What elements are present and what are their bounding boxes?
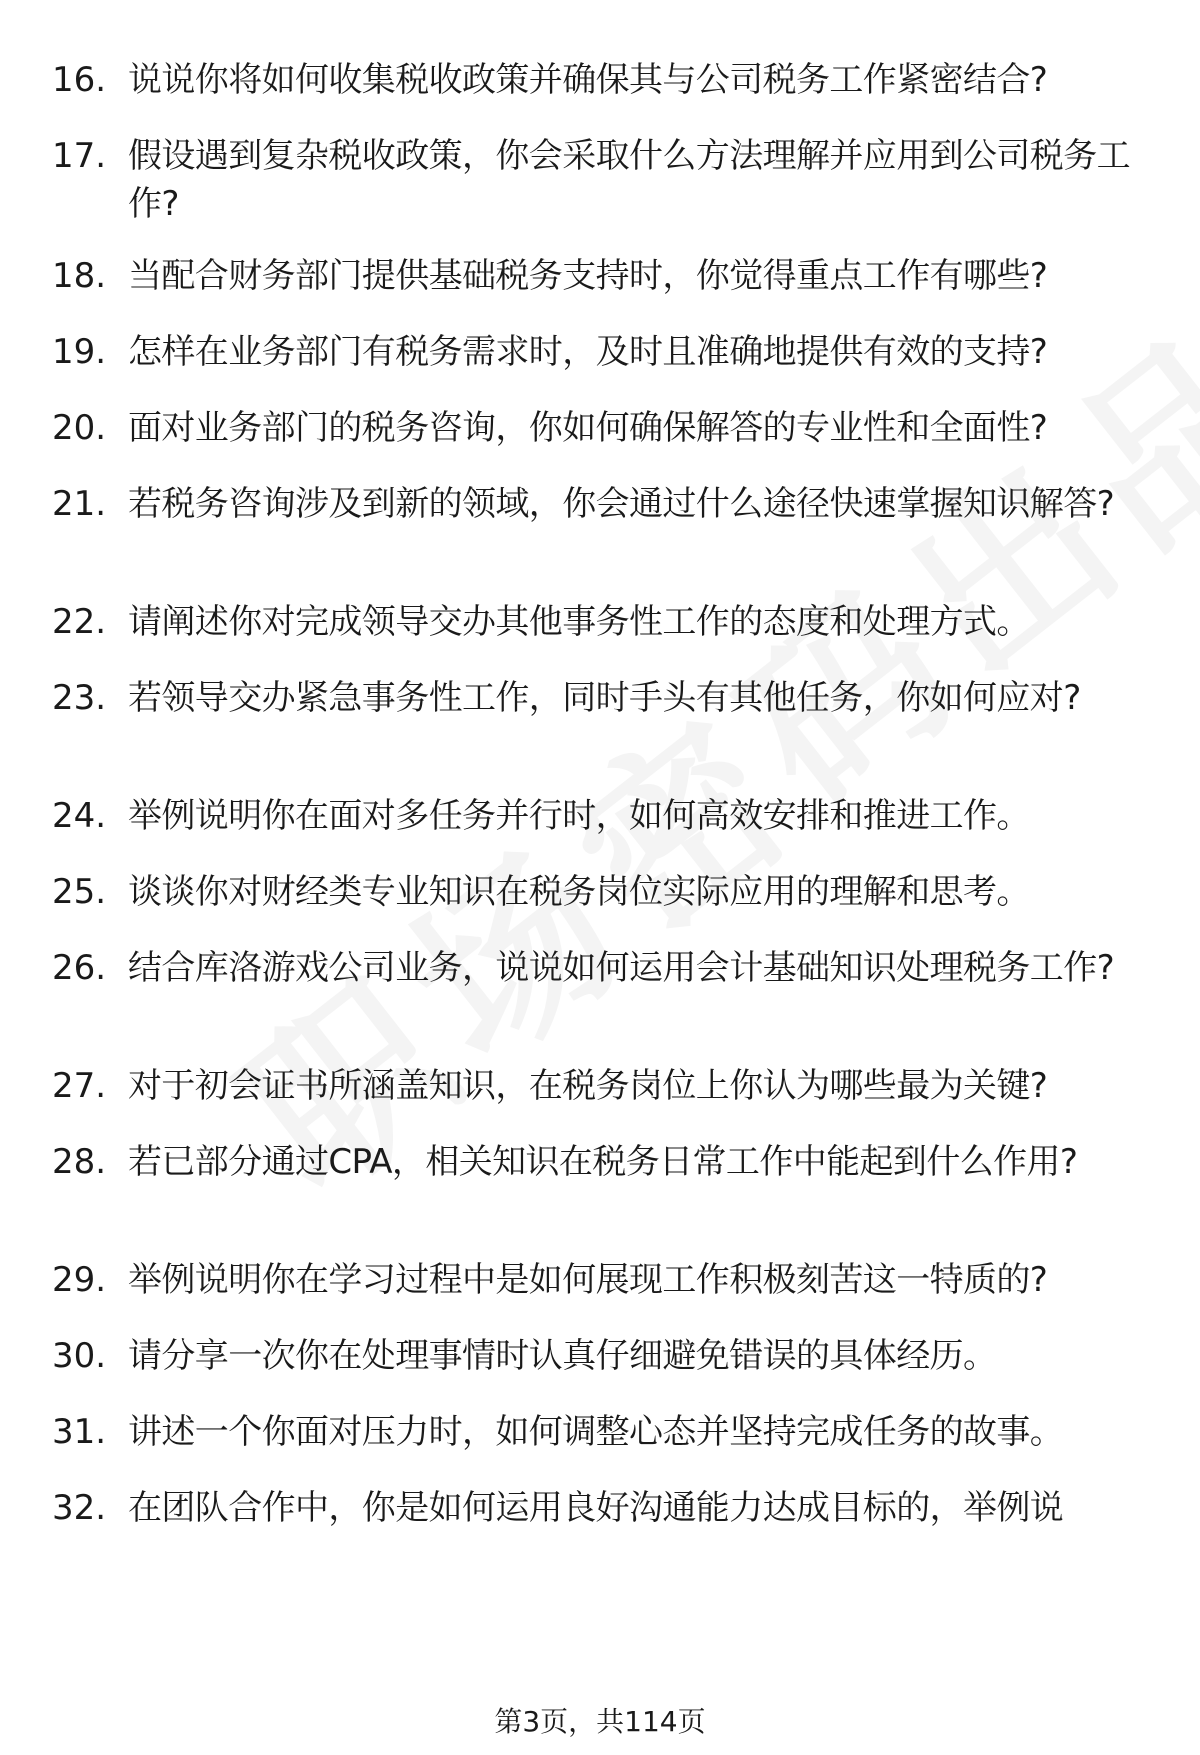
question-text: 假设遇到复杂税收政策，你会采取什么方法理解并应用到公司税务工作? (128, 136, 1130, 224)
question-number: 28. (52, 1142, 107, 1182)
list-item (52, 1408, 1162, 1456)
list-item (52, 132, 1162, 228)
list-item (52, 1484, 1162, 1532)
question-number: 24. (52, 796, 107, 836)
question-text: 讲述一个你面对压力时，如何调整心态并坚持完成任务的故事。 (128, 1412, 1064, 1452)
question-text: 若领导交办紧急事务性工作，同时手头有其他任务，你如何应对? (128, 678, 1081, 718)
list-item (52, 868, 1162, 916)
list-item (52, 252, 1162, 300)
list-item (52, 1138, 1162, 1186)
list-item (52, 792, 1162, 840)
list-item (52, 1256, 1162, 1304)
list-item (52, 1332, 1162, 1380)
question-text: 结合库洛游戏公司业务，说说如何运用会计基础知识处理税务工作? (128, 948, 1115, 988)
question-text: 说说你将如何收集税收政策并确保其与公司税务工作紧密结合? (128, 60, 1048, 100)
list-item (52, 674, 1162, 722)
question-number: 20. (52, 408, 107, 448)
question-number: 18. (52, 256, 107, 296)
question-number: 21. (52, 484, 107, 524)
list-item (52, 1062, 1162, 1110)
question-number: 26. (52, 948, 107, 988)
question-text: 怎样在业务部门有税务需求时，及时且准确地提供有效的支持? (128, 332, 1048, 372)
question-number: 23. (52, 678, 107, 718)
question-number: 29. (52, 1260, 107, 1300)
list-item (52, 328, 1162, 376)
question-number: 30. (52, 1336, 107, 1376)
question-text: 若税务咨询涉及到新的领域，你会通过什么途径快速掌握知识解答? (128, 484, 1115, 524)
question-number: 25. (52, 872, 107, 912)
list-item (52, 56, 1162, 104)
list-item (52, 944, 1162, 992)
question-number: 32. (52, 1488, 107, 1528)
question-text: 面对业务部门的税务咨询，你如何确保解答的专业性和全面性? (128, 408, 1048, 448)
question-number: 16. (52, 60, 107, 100)
list-item (52, 404, 1162, 452)
question-text: 请阐述你对完成领导交办其他事务性工作的态度和处理方式。 (128, 602, 1030, 642)
question-text: 举例说明你在学习过程中是如何展现工作积极刻苦这一特质的? (128, 1260, 1048, 1300)
question-text: 请分享一次你在处理事情时认真仔细避免错误的具体经历。 (128, 1336, 997, 1376)
question-text: 谈谈你对财经类专业知识在税务岗位实际应用的理解和思考。 (128, 872, 1030, 912)
question-number: 17. (52, 136, 107, 176)
list-item (52, 480, 1162, 528)
question-number: 19. (52, 332, 107, 372)
question-number: 27. (52, 1066, 107, 1106)
list-item (52, 598, 1162, 646)
question-text: 当配合财务部门提供基础税务支持时，你觉得重点工作有哪些? (128, 256, 1048, 296)
question-text: 若已部分通过CPA，相关知识在税务日常工作中能起到什么作用? (128, 1142, 1078, 1182)
question-text: 在团队合作中，你是如何运用良好沟通能力达成目标的，举例说 (128, 1488, 1064, 1528)
question-number: 22. (52, 602, 107, 642)
question-text: 对于初会证书所涵盖知识，在税务岗位上你认为哪些最为关键? (128, 1066, 1048, 1106)
page-footer: 第3页，共114页 (494, 1705, 706, 1738)
question-text: 举例说明你在面对多任务并行时，如何高效安排和推进工作。 (128, 796, 1030, 836)
question-number: 31. (52, 1412, 107, 1452)
